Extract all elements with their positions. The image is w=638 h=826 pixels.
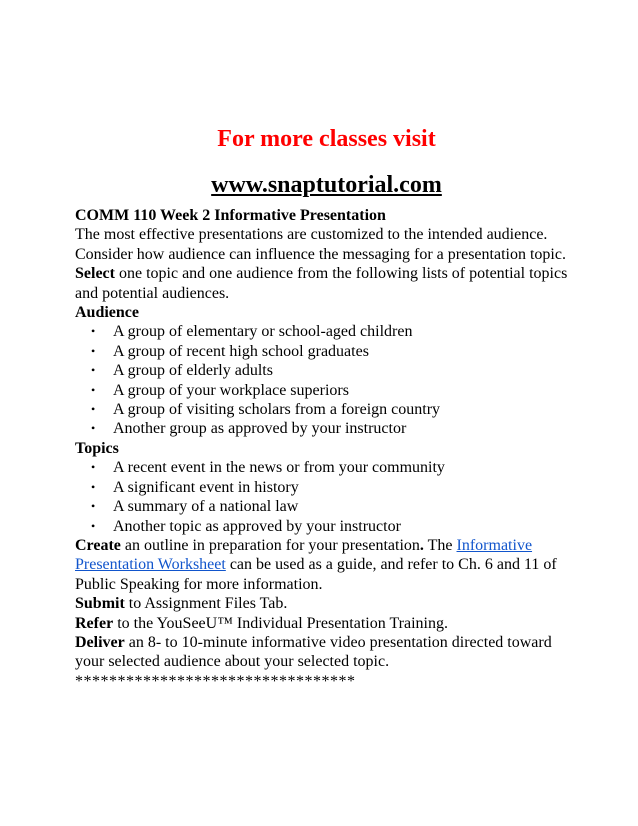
list-item: • A group of visiting scholars from a foreign country [91,401,441,419]
bullet-icon: • [91,402,96,417]
list-item: • A significant event in history [91,478,299,496]
course-title: COMM 110 Week 2 Informative Presentation [75,207,386,224]
list-item: • A group of your workplace superiors [91,381,349,399]
topics-list [75,458,578,536]
bullet-icon: • [91,460,96,475]
list-item: • Another group as approved by your instructor [91,420,407,438]
bullet-icon: • [91,382,96,397]
list-item: • A group of elementary or school-aged children [91,323,413,341]
bullet-icon: • [91,324,96,339]
list-item: • A summary of a national law [91,498,299,516]
audience-list [75,322,578,438]
document-body [75,206,578,691]
create-paragraph: Create an outline in preparation for your presentation. The Informative Presentation Worksheet can be used as a guide, and refer to Ch. 6 and 11 of Public Speaking for more information. [75,536,557,593]
bullet-icon: • [91,499,96,514]
promo-url[interactable]: www.snaptutorial.com [211,172,442,198]
topics-heading: Topics [75,439,119,457]
audience-heading: Audience [75,304,139,322]
separator-stars: ********************************* [75,672,356,690]
list-item: • A recent event in the news or from your community [91,459,445,477]
intro-paragraph: The most effective presentations are customized to the intended audience. Consider how audience can influence the messaging for a presentation topic. [75,226,566,263]
list-item: • Another topic as approved by your instructor [91,517,401,535]
list-item: • A group of recent high school graduates [91,342,369,360]
list-item: • A group of elderly adults [91,362,273,380]
promo-heading: For more classes visit [217,126,436,152]
refer-paragraph: Refer to the YouSeeU™ Individual Presentation Training. [75,614,448,632]
bullet-icon: • [91,421,96,436]
bullet-icon: • [91,518,96,533]
deliver-paragraph: Deliver an 8- to 10-minute informative video presentation directed toward your selected audience about your selected topic. [75,633,552,671]
bullet-icon: • [91,343,96,358]
select-paragraph: Select one topic and one audience from the following lists of potential topics and potential audiences. [75,265,568,302]
submit-paragraph: Submit to Assignment Files Tab. [75,595,288,613]
bullet-icon: • [91,363,96,378]
bullet-icon: • [91,479,96,494]
worksheet-link[interactable]: Informative Presentation Worksheet [75,536,533,574]
